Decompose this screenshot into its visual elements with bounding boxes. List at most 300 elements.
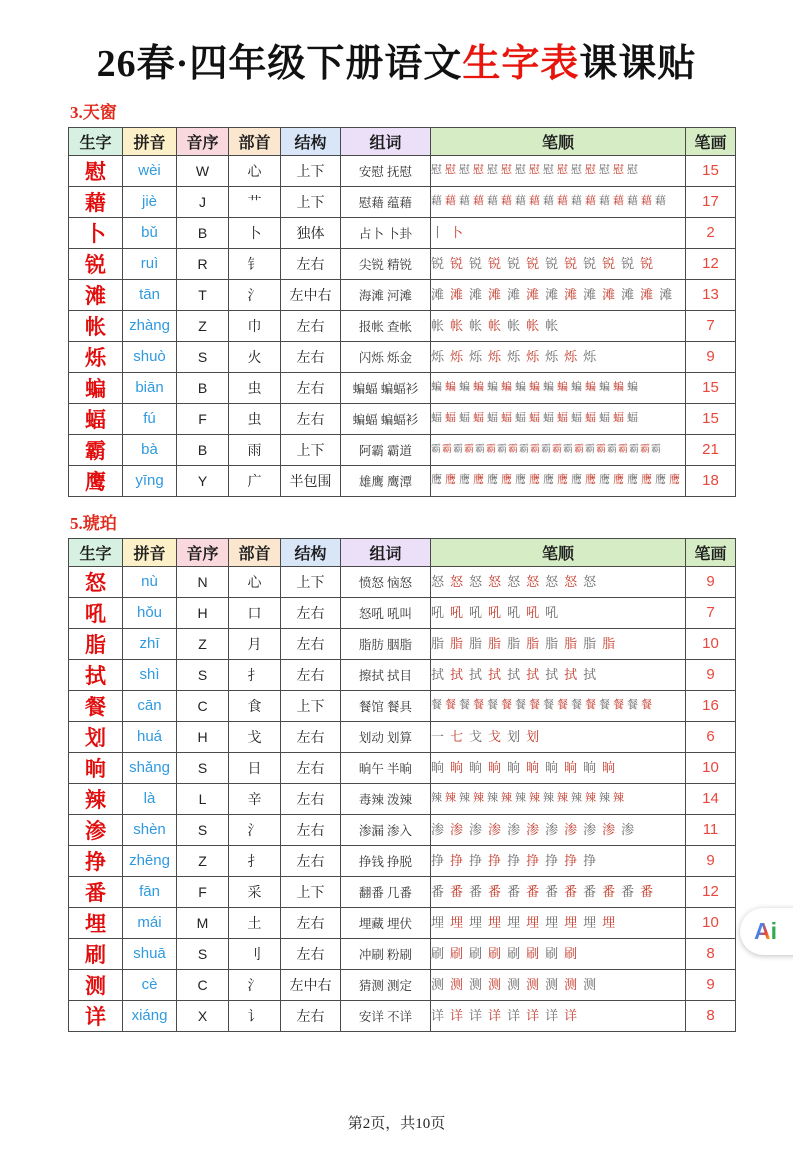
cell-stroke-count: 9 bbox=[686, 659, 736, 690]
cell-character: 蝙 bbox=[69, 372, 123, 403]
column-header-strokes: 笔画 bbox=[686, 538, 736, 566]
stroke-step-glyph: 霸 bbox=[508, 443, 518, 455]
stroke-step-glyph: 滩 bbox=[564, 287, 578, 303]
cell-initial: M bbox=[177, 907, 229, 938]
cell-stroke-order bbox=[431, 434, 686, 465]
table-row bbox=[69, 403, 736, 434]
cell-pinyin: cè bbox=[123, 969, 177, 1000]
stroke-step-glyph: 霸 bbox=[453, 443, 463, 455]
stroke-step-glyph: 鹰 bbox=[487, 474, 498, 487]
cell-stroke-order bbox=[431, 690, 686, 721]
stroke-step-glyph: 辣 bbox=[487, 792, 498, 805]
stroke-order-sequence bbox=[431, 165, 685, 176]
cell-radical: 钅 bbox=[229, 248, 281, 279]
stroke-step-glyph: 蝠 bbox=[529, 412, 540, 425]
stroke-step-glyph: 挣 bbox=[450, 853, 464, 869]
stroke-step-glyph: 测 bbox=[564, 977, 578, 993]
cell-stroke-order bbox=[431, 938, 686, 969]
stroke-step-glyph: 详 bbox=[450, 1008, 464, 1024]
stroke-step-glyph: 霸 bbox=[475, 443, 485, 455]
stroke-step-glyph: 测 bbox=[431, 977, 445, 993]
cell-stroke-order bbox=[431, 465, 686, 496]
stroke-step-glyph: 辣 bbox=[599, 792, 610, 805]
stroke-step-glyph: 挣 bbox=[431, 853, 445, 869]
stroke-step-glyph: 餐 bbox=[627, 699, 638, 712]
stroke-step-glyph: 埋 bbox=[564, 915, 578, 931]
stroke-step-glyph: 怒 bbox=[526, 574, 540, 590]
cell-structure: 左右 bbox=[281, 659, 341, 690]
stroke-step-glyph: 霸 bbox=[651, 443, 661, 455]
cell-stroke-order bbox=[431, 783, 686, 814]
cell-radical: 土 bbox=[229, 907, 281, 938]
stroke-step-glyph: 埋 bbox=[545, 915, 559, 931]
stroke-step-glyph: 蝙 bbox=[487, 381, 498, 394]
stroke-order-sequence bbox=[431, 475, 685, 486]
cell-pinyin: zhī bbox=[123, 628, 177, 659]
cell-radical: 氵 bbox=[229, 814, 281, 845]
column-header-radical: 部首 bbox=[229, 127, 281, 155]
stroke-step-glyph: 详 bbox=[469, 1008, 483, 1024]
table-row bbox=[69, 597, 736, 628]
cell-structure: 上下 bbox=[281, 186, 341, 217]
stroke-step-glyph: 蝠 bbox=[571, 412, 582, 425]
cell-radical: 心 bbox=[229, 155, 281, 186]
table-row bbox=[69, 310, 736, 341]
stroke-step-glyph: 鹰 bbox=[501, 474, 512, 487]
cell-words: 埋藏 埋伏 bbox=[341, 907, 431, 938]
stroke-step-glyph: 埋 bbox=[526, 915, 540, 931]
stroke-step-glyph: 锐 bbox=[621, 256, 635, 272]
stroke-step-glyph: 蝠 bbox=[473, 412, 484, 425]
cell-pinyin: shì bbox=[123, 659, 177, 690]
stroke-step-glyph: 脂 bbox=[431, 636, 445, 652]
stroke-step-glyph: 鹰 bbox=[445, 474, 456, 487]
stroke-step-glyph: 刷 bbox=[564, 946, 578, 962]
stroke-step-glyph: 霸 bbox=[585, 443, 595, 455]
stroke-step-glyph: 慰 bbox=[445, 164, 456, 177]
cell-radical: 扌 bbox=[229, 659, 281, 690]
stroke-step-glyph: 晌 bbox=[450, 760, 464, 776]
stroke-step-glyph: 挣 bbox=[564, 853, 578, 869]
stroke-step-glyph: 滩 bbox=[621, 287, 635, 303]
cell-pinyin: xiáng bbox=[123, 1000, 177, 1031]
table-row bbox=[69, 659, 736, 690]
stroke-step-glyph: 晌 bbox=[564, 760, 578, 776]
cell-character: 烁 bbox=[69, 341, 123, 372]
stroke-step-glyph: 蝠 bbox=[431, 412, 442, 425]
stroke-step-glyph: 拭 bbox=[431, 667, 445, 683]
stroke-step-glyph: 拭 bbox=[507, 667, 521, 683]
cell-pinyin: nù bbox=[123, 566, 177, 597]
stroke-step-glyph: 霸 bbox=[596, 443, 606, 455]
cell-words: 晌午 半晌 bbox=[341, 752, 431, 783]
stroke-order-sequence bbox=[431, 978, 685, 991]
ai-logo-letter-i: i bbox=[770, 918, 778, 944]
stroke-step-glyph: 餐 bbox=[571, 699, 582, 712]
stroke-order-sequence bbox=[431, 575, 685, 588]
stroke-step-glyph: 滩 bbox=[507, 287, 521, 303]
table-row bbox=[69, 969, 736, 1000]
stroke-step-glyph: 脂 bbox=[602, 636, 616, 652]
cell-structure: 左右 bbox=[281, 721, 341, 752]
cell-stroke-count: 10 bbox=[686, 628, 736, 659]
cell-initial: S bbox=[177, 814, 229, 845]
cell-structure: 上下 bbox=[281, 876, 341, 907]
cell-words: 安慰 抚慰 bbox=[341, 155, 431, 186]
stroke-step-glyph: 锐 bbox=[469, 256, 483, 272]
stroke-step-glyph: 刷 bbox=[450, 946, 464, 962]
stroke-step-glyph: 埋 bbox=[583, 915, 597, 931]
stroke-step-glyph: 详 bbox=[526, 1008, 540, 1024]
stroke-step-glyph: 餐 bbox=[459, 699, 470, 712]
column-header-strokes: 笔画 bbox=[686, 127, 736, 155]
cell-initial: X bbox=[177, 1000, 229, 1031]
stroke-step-glyph: 餐 bbox=[599, 699, 610, 712]
stroke-step-glyph: 埋 bbox=[450, 915, 464, 931]
stroke-step-glyph: 蝠 bbox=[557, 412, 568, 425]
stroke-step-glyph: 蝙 bbox=[459, 381, 470, 394]
cell-character: 番 bbox=[69, 876, 123, 907]
stroke-step-glyph: 烁 bbox=[450, 349, 464, 365]
stroke-step-glyph: 吼 bbox=[507, 605, 521, 621]
stroke-step-glyph: 霸 bbox=[442, 443, 452, 455]
stroke-step-glyph: 划 bbox=[507, 729, 521, 745]
cell-character: 锐 bbox=[69, 248, 123, 279]
stroke-step-glyph: 餐 bbox=[473, 699, 484, 712]
stroke-step-glyph: 滩 bbox=[545, 287, 559, 303]
table-header-row bbox=[69, 538, 736, 566]
stroke-step-glyph: 一 bbox=[431, 729, 445, 745]
stroke-step-glyph: 渗 bbox=[526, 822, 540, 838]
stroke-step-glyph: 滩 bbox=[450, 287, 464, 303]
stroke-step-glyph: 蝠 bbox=[627, 412, 638, 425]
cell-structure: 独体 bbox=[281, 217, 341, 248]
stroke-step-glyph: 番 bbox=[621, 884, 635, 900]
cell-stroke-order bbox=[431, 814, 686, 845]
cell-radical: 日 bbox=[229, 752, 281, 783]
stroke-step-glyph: 霸 bbox=[552, 443, 562, 455]
stroke-step-glyph: 藉 bbox=[641, 195, 652, 208]
cell-pinyin: là bbox=[123, 783, 177, 814]
stroke-order-sequence bbox=[431, 606, 685, 619]
stroke-step-glyph: 蝠 bbox=[613, 412, 624, 425]
page-footer: 第2页，共10页 bbox=[347, 1116, 446, 1132]
stroke-step-glyph: 怒 bbox=[583, 574, 597, 590]
cell-character: 怒 bbox=[69, 566, 123, 597]
stroke-step-glyph: 餐 bbox=[585, 699, 596, 712]
stroke-step-glyph: 蝙 bbox=[599, 381, 610, 394]
cell-character: 刷 bbox=[69, 938, 123, 969]
stroke-step-glyph: 蝙 bbox=[515, 381, 526, 394]
stroke-order-sequence bbox=[431, 288, 685, 301]
stroke-step-glyph: 番 bbox=[640, 884, 654, 900]
cell-stroke-count: 16 bbox=[686, 690, 736, 721]
cell-character: 脂 bbox=[69, 628, 123, 659]
stroke-step-glyph: 霸 bbox=[431, 443, 441, 455]
cell-stroke-order bbox=[431, 566, 686, 597]
cell-initial: Z bbox=[177, 845, 229, 876]
stroke-step-glyph: 蝙 bbox=[571, 381, 582, 394]
cell-structure: 左右 bbox=[281, 341, 341, 372]
stroke-step-glyph: 慰 bbox=[529, 164, 540, 177]
cell-character: 吼 bbox=[69, 597, 123, 628]
stroke-step-glyph: 怒 bbox=[450, 574, 464, 590]
cell-stroke-count: 10 bbox=[686, 752, 736, 783]
column-header-words: 组词 bbox=[341, 127, 431, 155]
vocab-table bbox=[68, 538, 736, 1032]
cell-pinyin: jiè bbox=[123, 186, 177, 217]
stroke-step-glyph: 藉 bbox=[627, 195, 638, 208]
stroke-step-glyph: 番 bbox=[450, 884, 464, 900]
stroke-step-glyph: 蝙 bbox=[445, 381, 456, 394]
cell-structure: 上下 bbox=[281, 155, 341, 186]
stroke-step-glyph: 拭 bbox=[583, 667, 597, 683]
cell-stroke-count: 15 bbox=[686, 403, 736, 434]
cell-character: 蝠 bbox=[69, 403, 123, 434]
stroke-step-glyph: 晌 bbox=[507, 760, 521, 776]
stroke-step-glyph: 蝙 bbox=[501, 381, 512, 394]
stroke-step-glyph: 拭 bbox=[488, 667, 502, 683]
stroke-step-glyph: 餐 bbox=[543, 699, 554, 712]
table-row bbox=[69, 907, 736, 938]
cell-stroke-count: 11 bbox=[686, 814, 736, 845]
cell-stroke-count: 18 bbox=[686, 465, 736, 496]
stroke-step-glyph: 慰 bbox=[585, 164, 596, 177]
stroke-step-glyph: 脂 bbox=[507, 636, 521, 652]
stroke-step-glyph: 晌 bbox=[469, 760, 483, 776]
column-header-char: 生字 bbox=[69, 127, 123, 155]
stroke-step-glyph: 七 bbox=[450, 729, 464, 745]
cell-stroke-order bbox=[431, 279, 686, 310]
stroke-step-glyph: 霸 bbox=[563, 443, 573, 455]
stroke-step-glyph: 挣 bbox=[583, 853, 597, 869]
stroke-step-glyph: 藉 bbox=[431, 195, 442, 208]
stroke-step-glyph: 帐 bbox=[469, 318, 483, 334]
table-row bbox=[69, 372, 736, 403]
stroke-step-glyph: 蝙 bbox=[529, 381, 540, 394]
cell-pinyin: zhēng bbox=[123, 845, 177, 876]
stroke-step-glyph: 蝠 bbox=[585, 412, 596, 425]
stroke-step-glyph: 烁 bbox=[488, 349, 502, 365]
stroke-order-sequence bbox=[431, 793, 685, 804]
stroke-step-glyph: 滩 bbox=[469, 287, 483, 303]
cell-structure: 左右 bbox=[281, 628, 341, 659]
cell-words: 挣钱 挣脱 bbox=[341, 845, 431, 876]
cell-words: 占卜 卜卦 bbox=[341, 217, 431, 248]
cell-initial: F bbox=[177, 403, 229, 434]
stroke-step-glyph: 渗 bbox=[621, 822, 635, 838]
cell-stroke-count: 21 bbox=[686, 434, 736, 465]
cell-pinyin: shuā bbox=[123, 938, 177, 969]
cell-character: 辣 bbox=[69, 783, 123, 814]
cell-character: 挣 bbox=[69, 845, 123, 876]
stroke-step-glyph: 脂 bbox=[545, 636, 559, 652]
cell-initial: S bbox=[177, 752, 229, 783]
cell-stroke-count: 15 bbox=[686, 155, 736, 186]
cell-pinyin: zhàng bbox=[123, 310, 177, 341]
stroke-step-glyph: 鹰 bbox=[585, 474, 596, 487]
stroke-step-glyph: 刷 bbox=[526, 946, 540, 962]
cell-initial: B bbox=[177, 217, 229, 248]
stroke-step-glyph: 霸 bbox=[486, 443, 496, 455]
table-row bbox=[69, 938, 736, 969]
stroke-step-glyph: 辣 bbox=[459, 792, 470, 805]
cell-words: 海滩 河滩 bbox=[341, 279, 431, 310]
cell-stroke-order bbox=[431, 372, 686, 403]
cell-stroke-count: 15 bbox=[686, 372, 736, 403]
cell-character: 滩 bbox=[69, 279, 123, 310]
cell-pinyin: shuò bbox=[123, 341, 177, 372]
stroke-step-glyph: 拭 bbox=[469, 667, 483, 683]
stroke-step-glyph: 晌 bbox=[583, 760, 597, 776]
cell-structure: 左中右 bbox=[281, 279, 341, 310]
cell-stroke-count: 14 bbox=[686, 783, 736, 814]
stroke-step-glyph: 番 bbox=[507, 884, 521, 900]
stroke-step-glyph: 烁 bbox=[583, 349, 597, 365]
stroke-order-sequence bbox=[431, 730, 685, 743]
stroke-step-glyph: 测 bbox=[526, 977, 540, 993]
stroke-step-glyph: 刷 bbox=[469, 946, 483, 962]
stroke-step-glyph: 番 bbox=[545, 884, 559, 900]
table-row bbox=[69, 341, 736, 372]
stroke-step-glyph: 蝙 bbox=[557, 381, 568, 394]
stroke-step-glyph: 番 bbox=[526, 884, 540, 900]
table-row bbox=[69, 752, 736, 783]
stroke-step-glyph: 餐 bbox=[501, 699, 512, 712]
stroke-step-glyph: 餐 bbox=[515, 699, 526, 712]
cell-stroke-order bbox=[431, 907, 686, 938]
stroke-step-glyph: 蝠 bbox=[501, 412, 512, 425]
stroke-step-glyph: 蝙 bbox=[431, 381, 442, 394]
cell-pinyin: fān bbox=[123, 876, 177, 907]
cell-structure: 左右 bbox=[281, 1000, 341, 1031]
stroke-step-glyph: 番 bbox=[564, 884, 578, 900]
cell-radical: 心 bbox=[229, 566, 281, 597]
cell-stroke-order bbox=[431, 1000, 686, 1031]
title-suffix: 课课贴 bbox=[579, 43, 697, 85]
cell-pinyin: bǔ bbox=[123, 217, 177, 248]
cell-words: 阿霸 霸道 bbox=[341, 434, 431, 465]
cell-words: 擦拭 拭目 bbox=[341, 659, 431, 690]
cell-pinyin: fú bbox=[123, 403, 177, 434]
cell-words: 愤怒 恼怒 bbox=[341, 566, 431, 597]
stroke-step-glyph: 藉 bbox=[613, 195, 624, 208]
cell-character: 帐 bbox=[69, 310, 123, 341]
stroke-step-glyph: 帐 bbox=[488, 318, 502, 334]
table-row bbox=[69, 876, 736, 907]
cell-initial: L bbox=[177, 783, 229, 814]
stroke-step-glyph: 渗 bbox=[469, 822, 483, 838]
cell-words: 翻番 几番 bbox=[341, 876, 431, 907]
cell-stroke-order bbox=[431, 659, 686, 690]
stroke-step-glyph: 蝙 bbox=[627, 381, 638, 394]
stroke-order-sequence bbox=[431, 413, 685, 424]
stroke-step-glyph: 渗 bbox=[602, 822, 616, 838]
cell-initial: H bbox=[177, 721, 229, 752]
stroke-step-glyph: 藉 bbox=[501, 195, 512, 208]
stroke-step-glyph: 餐 bbox=[529, 699, 540, 712]
cell-words: 渗漏 渗入 bbox=[341, 814, 431, 845]
stroke-step-glyph: 蝠 bbox=[543, 412, 554, 425]
stroke-step-glyph: 晌 bbox=[545, 760, 559, 776]
cell-words: 冲刷 粉刷 bbox=[341, 938, 431, 969]
stroke-step-glyph: 藉 bbox=[599, 195, 610, 208]
stroke-step-glyph: 吼 bbox=[526, 605, 540, 621]
column-header-initial: 音序 bbox=[177, 538, 229, 566]
stroke-step-glyph: 渗 bbox=[564, 822, 578, 838]
stroke-step-glyph: 详 bbox=[545, 1008, 559, 1024]
cell-character: 卜 bbox=[69, 217, 123, 248]
cell-radical: 虫 bbox=[229, 403, 281, 434]
stroke-step-glyph: 卜 bbox=[450, 225, 464, 241]
cell-pinyin: cān bbox=[123, 690, 177, 721]
stroke-step-glyph: 鹰 bbox=[459, 474, 470, 487]
cell-structure: 左右 bbox=[281, 597, 341, 628]
cell-radical: 卜 bbox=[229, 217, 281, 248]
lesson-sections bbox=[0, 98, 793, 1032]
cell-words: 餐馆 餐具 bbox=[341, 690, 431, 721]
stroke-step-glyph: 鹰 bbox=[557, 474, 568, 487]
stroke-step-glyph: 蝙 bbox=[473, 381, 484, 394]
stroke-step-glyph: 慰 bbox=[543, 164, 554, 177]
cell-stroke-count: 9 bbox=[686, 969, 736, 1000]
stroke-step-glyph: 帐 bbox=[507, 318, 521, 334]
ai-assistant-badge[interactable] bbox=[740, 908, 793, 955]
cell-stroke-order bbox=[431, 597, 686, 628]
stroke-order-sequence bbox=[431, 823, 685, 836]
stroke-step-glyph: 鹰 bbox=[571, 474, 582, 487]
cell-stroke-order bbox=[431, 969, 686, 1000]
cell-stroke-order bbox=[431, 155, 686, 186]
stroke-step-glyph: 测 bbox=[469, 977, 483, 993]
page-title bbox=[0, 44, 793, 86]
stroke-step-glyph: 慰 bbox=[627, 164, 638, 177]
stroke-order-sequence bbox=[431, 319, 685, 332]
stroke-step-glyph: 测 bbox=[545, 977, 559, 993]
stroke-step-glyph: 锐 bbox=[640, 256, 654, 272]
stroke-order-sequence bbox=[431, 761, 685, 774]
table-row bbox=[69, 566, 736, 597]
cell-stroke-order bbox=[431, 721, 686, 752]
stroke-step-glyph: 拭 bbox=[545, 667, 559, 683]
section-label: 3.天窗 bbox=[70, 102, 117, 122]
stroke-step-glyph: 挣 bbox=[488, 853, 502, 869]
cell-words: 雄鹰 鹰潭 bbox=[341, 465, 431, 496]
stroke-step-glyph: 脂 bbox=[526, 636, 540, 652]
cell-pinyin: bà bbox=[123, 434, 177, 465]
stroke-step-glyph: 晌 bbox=[602, 760, 616, 776]
cell-character: 晌 bbox=[69, 752, 123, 783]
stroke-step-glyph: 辣 bbox=[445, 792, 456, 805]
cell-character: 详 bbox=[69, 1000, 123, 1031]
stroke-step-glyph: 餐 bbox=[431, 699, 442, 712]
cell-words: 毒辣 泼辣 bbox=[341, 783, 431, 814]
stroke-step-glyph: 丨 bbox=[431, 225, 445, 241]
stroke-step-glyph: 渗 bbox=[507, 822, 521, 838]
cell-initial: H bbox=[177, 597, 229, 628]
cell-radical: 氵 bbox=[229, 279, 281, 310]
cell-stroke-order bbox=[431, 876, 686, 907]
stroke-step-glyph: 慰 bbox=[431, 164, 442, 177]
stroke-step-glyph: 怒 bbox=[545, 574, 559, 590]
stroke-step-glyph: 锐 bbox=[545, 256, 559, 272]
stroke-step-glyph: 番 bbox=[431, 884, 445, 900]
column-header-pinyin: 拼音 bbox=[123, 127, 177, 155]
table-row bbox=[69, 690, 736, 721]
cell-words: 慰藉 蕴藉 bbox=[341, 186, 431, 217]
stroke-step-glyph: 慰 bbox=[459, 164, 470, 177]
stroke-step-glyph: 锐 bbox=[602, 256, 616, 272]
